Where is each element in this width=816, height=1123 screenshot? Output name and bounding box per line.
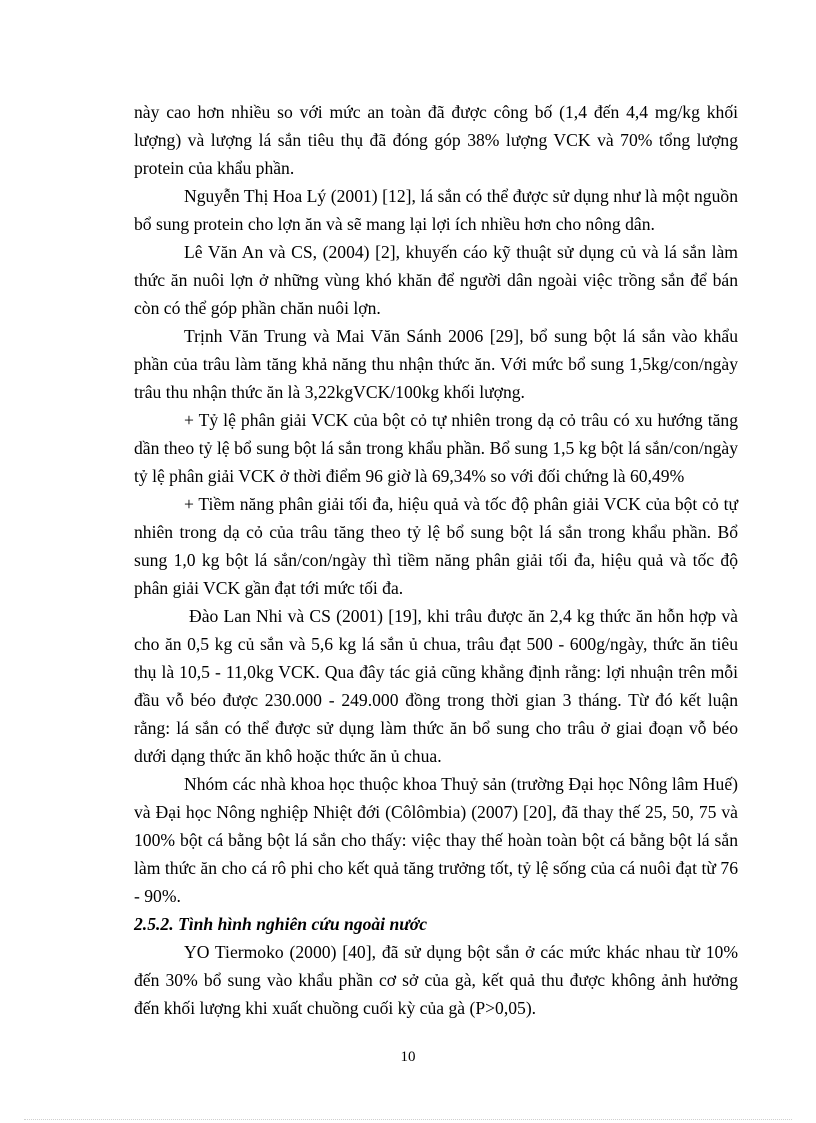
paragraph-ty-le-phan-giai: + Tỷ lệ phân giải VCK của bột cỏ tự nhiên trong dạ cỏ trâu có xu hướng tăng dần theo tỷ lệ bổ sung bột lá sắn trong khẩu phần. Bổ sung 1,5 kg bột lá sắn/con/ngày tỷ lệ phân giải VCK ở thời điểm 96 giờ là 69,34% so với đối chứng là 60,49% bbox=[134, 410, 738, 486]
paragraph-nguyen-thi-hoa-ly: Nguyễn Thị Hoa Lý (2001) [12], lá sắn có thể được sử dụng như là một nguồn bổ sung protein cho lợn ăn và sẽ mang lại lợi ích nhiều hơn cho nông dân. bbox=[134, 186, 738, 234]
paragraph-trinh-van-trung: Trịnh Văn Trung và Mai Văn Sánh 2006 [29], bổ sung bột lá sắn vào khẩu phần của trâu làm tăng khả năng thu nhận thức ăn. Với mức bổ sung 1,5kg/con/ngày trâu thu nhận thức ăn là 3,22kgVCK/100kg khối lượng. bbox=[134, 326, 738, 402]
paragraph-yo-tiermoko: YO Tiermoko (2000) [40], đã sử dụng bột sắn ở các mức khác nhau từ 10% đến 30% bổ sung vào khẩu phần cơ sở của gà, kết quả thu được không ảnh hưởng đến khối lượng khi xuất chuồng cuối kỳ của gà (P>0,05). bbox=[134, 942, 738, 1018]
paragraph-dao-lan-nhi: Đào Lan Nhi và CS (2001) [19], khi trâu được ăn 2,4 kg thức ăn hỗn hợp và cho ăn 0,5 kg củ sắn và 5,6 kg lá sắn ủ chua, trâu đạt 500 - 600g/ngày, thức ăn tiêu thụ là 10,5 - 11,0kg VCK. Qua đây tác giả cũng khẳng định rằng: lợi nhuận trên mỗi đầu vỗ béo được 230.000 - 249.000 đồng trong thời gian 3 tháng. Từ đó kết luận rằng: lá sắn có thể được sử dụng làm thức ăn bổ sung cho trâu ở giai đoạn vỗ béo dưới dạng thức ăn khô hoặc thức ăn ủ chua. bbox=[134, 606, 738, 766]
page-bottom-divider bbox=[24, 1119, 792, 1120]
page-number: 10 bbox=[400, 1049, 416, 1065]
paragraph-continuation: này cao hơn nhiều so với mức an toàn đã được công bố (1,4 đến 4,4 mg/kg khối lượng) và lượng lá sắn tiêu thụ đã đóng góp 38% lượng VCK và 70% tổng lượng protein của khẩu phần. bbox=[134, 102, 738, 178]
page-body bbox=[134, 98, 738, 1022]
section-heading: 2.5.2. Tình hình nghiên cứu ngoài nước bbox=[134, 914, 428, 934]
paragraph-le-van-an: Lê Văn An và CS, (2004) [2], khuyến cáo kỹ thuật sử dụng củ và lá sắn làm thức ăn nuôi lợn ở những vùng khó khăn để người dân ngoài việc trồng sắn để bán còn có thể góp phần chăn nuôi lợn. bbox=[134, 242, 738, 318]
paragraph-nhom-nha-khoa-hoc: Nhóm các nhà khoa học thuộc khoa Thuỷ sản (trường Đại học Nông lâm Huế) và Đại học Nông nghiệp Nhiệt đới (Côlômbia) (2007) [20], đã thay thế 25, 50, 75 và 100% bột cá bằng bột lá sắn cho thấy: việc thay thế hoàn toàn bột cá bằng bột lá sắn làm thức ăn cho cá rô phi cho kết quả tăng trưởng tốt, tỷ lệ sống của cá nuôi đạt từ 76 - 90%. bbox=[134, 774, 738, 906]
paragraph-tiem-nang-phan-giai: + Tiềm năng phân giải tối đa, hiệu quả và tốc độ phân giải VCK của bột cỏ tự nhiên trong dạ cỏ của trâu tăng theo tỷ lệ bổ sung bột lá sắn trong khẩu phần. Bổ sung 1,0 kg bột lá sắn/con/ngày thì tiềm năng phân giải tối đa, hiệu quả và tốc độ phân giải VCK gần đạt tới mức tối đa. bbox=[134, 494, 738, 598]
